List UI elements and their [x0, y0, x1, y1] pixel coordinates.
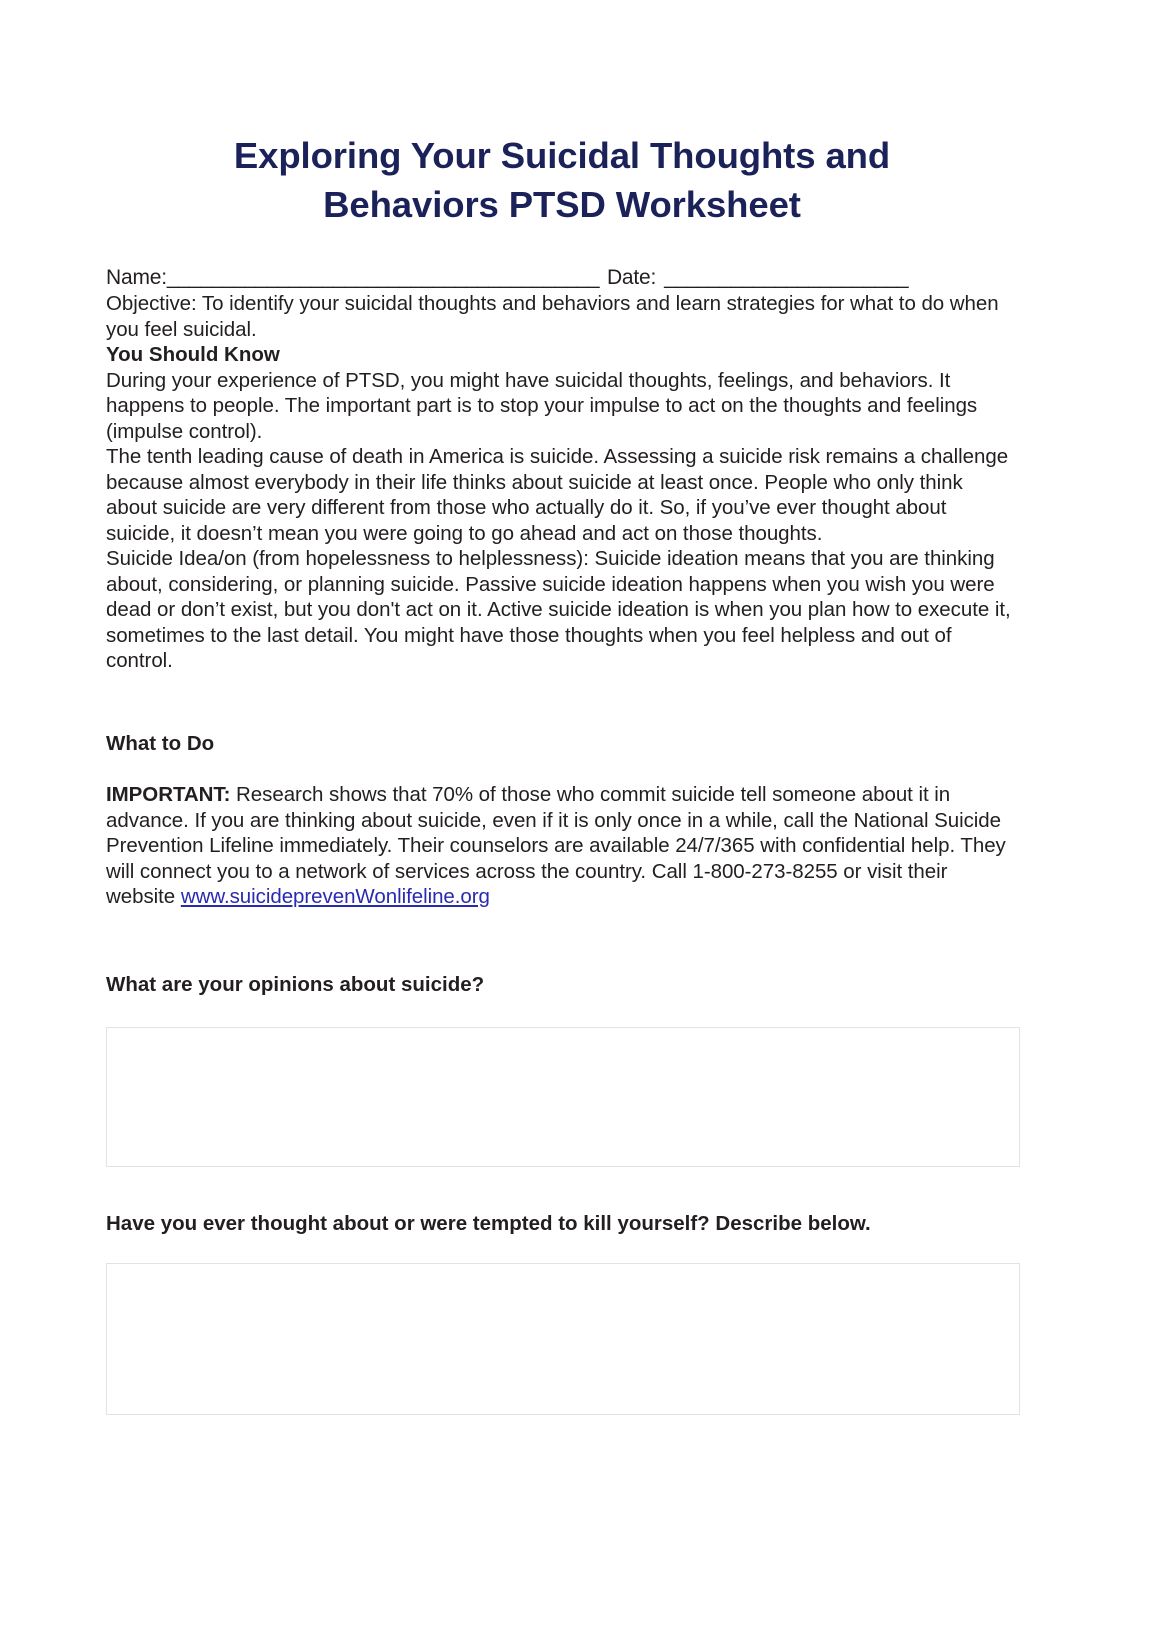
section-heading-what-to-do: What to Do	[106, 731, 215, 755]
you-should-know-paragraph-2: The tenth leading cause of death in America is suicide. Assessing a suicide risk remains a challenge because almost everybody in their life thinks about suicide at least once. People who only think about suicide are very different from those who actually do it. So, if you’ve ever thought about suicide, it doesn’t mean you were going to go ahead and act on those thoughts.	[106, 445, 1009, 545]
page-title-line-1: Exploring Your Suicidal Thoughts and	[233, 135, 891, 176]
lifeline-website-link[interactable]: www.suicideprevenWonlifeline.org	[180, 885, 490, 908]
name-date-row	[106, 265, 1018, 291]
document-content	[106, 0, 1018, 1415]
question-2-prompt: Have you ever thought about or were tempted to kill yourself? Describe below.	[106, 1211, 871, 1235]
important-body-text: Research shows that 70% of those who commit suicide tell someone about it in advance. If you are thinking about suicide, even if it is only once in a while, call the National Suicide Prevention Lifeline immediately. Their counselors are available 24/7/365 with confidential help. They will connect you to a network of services across the country. Call 1-800-273-8255 or visit their website	[106, 783, 1006, 908]
objective-paragraph: Objective: To identify your suicidal thoughts and behaviors and learn strategies for what to do when you feel suicidal.	[106, 292, 999, 341]
you-should-know-paragraph-3: Suicide Idea/on (from hopelessness to helplessness): Suicide ideation means that you are thinking about, considering, or planning suicide. Passive suicide ideation happens when you wish you were dead or don’t exist, but you don't act on it. Active suicide ideation is when you plan how to execute it, sometimes to the last detail. You might have those thoughts when you feel helpless and out of control.	[106, 547, 1011, 672]
question-2-answer-box[interactable]	[106, 1263, 1020, 1415]
section-heading-you-should-know: You Should Know	[106, 343, 280, 366]
question-1-answer-box[interactable]	[106, 1027, 1020, 1167]
page-title	[106, 0, 1018, 229]
page-title-line-2: Behaviors PTSD Worksheet	[323, 184, 801, 225]
important-paragraph	[106, 782, 1018, 910]
name-label: Name:	[106, 266, 167, 289]
important-label: IMPORTANT:	[106, 783, 231, 806]
date-label: Date:	[606, 266, 657, 289]
date-blank-line[interactable]: ______________________	[664, 266, 908, 289]
question-1-prompt: What are your opinions about suicide?	[106, 972, 485, 996]
you-should-know-paragraph-1: During your experience of PTSD, you might have suicidal thoughts, feelings, and behaviors. It happens to people. The important part is to stop your impulse to act on the thoughts and feelings (impulse control).	[106, 368, 978, 443]
name-blank-line[interactable]: _______________________________________	[166, 266, 599, 289]
